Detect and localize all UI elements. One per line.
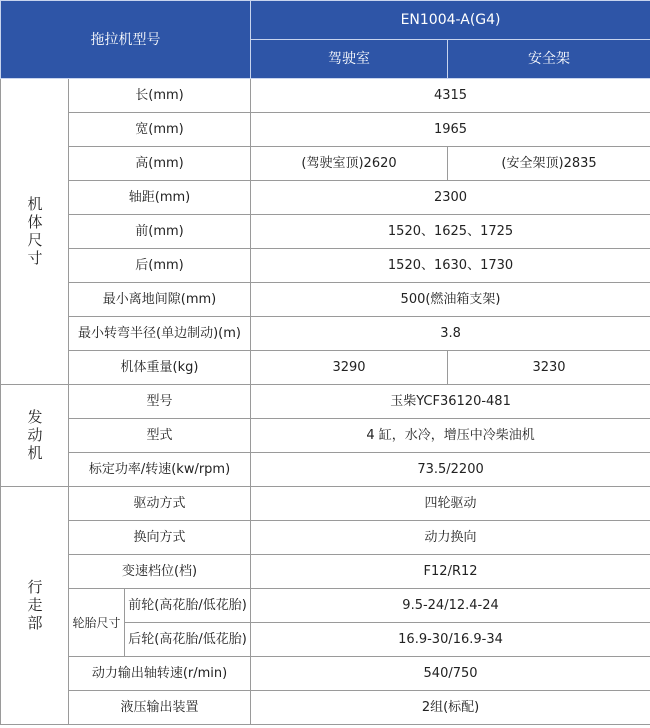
row-value: 1520、1625、1725 xyxy=(251,215,650,249)
table-row xyxy=(1,453,650,487)
row-value: 动力换向 xyxy=(251,521,650,555)
table-row xyxy=(1,79,650,113)
row-value: 4315 xyxy=(251,79,650,113)
section-label: 行走部 xyxy=(27,578,43,632)
table-row xyxy=(1,249,650,283)
table-row xyxy=(1,385,650,419)
row-value: 1520、1630、1730 xyxy=(251,249,650,283)
row-label: 机体重量(kg) xyxy=(69,351,251,385)
row-label: 后轮(高花胎/低花胎) xyxy=(125,623,251,657)
section-label: 发动机 xyxy=(27,408,43,462)
row-value-cab: (驾驶室顶)2620 xyxy=(251,147,448,181)
row-value: 3.8 xyxy=(251,317,650,351)
section-engine xyxy=(1,385,69,487)
row-label: 变速档位(档) xyxy=(69,555,251,589)
row-value: 73.5/2200 xyxy=(251,453,650,487)
row-value-frame: (安全架顶)2835 xyxy=(448,147,650,181)
row-label: 前轮(高花胎/低花胎) xyxy=(125,589,251,623)
row-label: 型号 xyxy=(69,385,251,419)
header-title: 拖拉机型号 xyxy=(1,1,251,79)
table-row xyxy=(1,215,650,249)
row-label: 高(mm) xyxy=(69,147,251,181)
table-row xyxy=(1,521,650,555)
row-value: 2300 xyxy=(251,181,650,215)
header-variant-cab: 驾驶室 xyxy=(251,40,448,79)
row-value: 9.5-24/12.4-24 xyxy=(251,589,650,623)
section-travel xyxy=(1,487,69,725)
row-label: 后(mm) xyxy=(69,249,251,283)
row-label: 型式 xyxy=(69,419,251,453)
table-row xyxy=(1,691,650,725)
table-row xyxy=(1,555,650,589)
row-label: 液压输出装置 xyxy=(69,691,251,725)
header-row-1 xyxy=(1,1,650,40)
row-value-cab: 3290 xyxy=(251,351,448,385)
table-row xyxy=(1,657,650,691)
table-row xyxy=(1,589,650,623)
row-value: 16.9-30/16.9-34 xyxy=(251,623,650,657)
row-value: 玉柴YCF36120-481 xyxy=(251,385,650,419)
row-label: 前(mm) xyxy=(69,215,251,249)
row-label: 最小转弯半径(单边制动)(m) xyxy=(69,317,251,351)
table-row xyxy=(1,487,650,521)
row-value: 四轮驱动 xyxy=(251,487,650,521)
row-label: 驱动方式 xyxy=(69,487,251,521)
tire-size-label: 轮胎尺寸 xyxy=(72,615,121,630)
row-label: 标定功率/转速(kw/rpm) xyxy=(69,453,251,487)
header-model: EN1004-A(G4) xyxy=(251,1,650,40)
table-row xyxy=(1,113,650,147)
row-label: 宽(mm) xyxy=(69,113,251,147)
tire-size-group xyxy=(69,589,125,657)
row-value: 1965 xyxy=(251,113,650,147)
section-label: 机体尺寸 xyxy=(27,195,43,267)
row-value: 4 缸，水冷，增压中冷柴油机 xyxy=(251,419,650,453)
table-row xyxy=(1,147,650,181)
row-value: 2组(标配) xyxy=(251,691,650,725)
row-value-frame: 3230 xyxy=(448,351,650,385)
row-label: 换向方式 xyxy=(69,521,251,555)
row-label: 动力输出轴转速(r/min) xyxy=(69,657,251,691)
table-row xyxy=(1,283,650,317)
table-row xyxy=(1,181,650,215)
section-dimensions xyxy=(1,79,69,385)
table-row xyxy=(1,419,650,453)
row-label: 轴距(mm) xyxy=(69,181,251,215)
table-row xyxy=(1,317,650,351)
row-label: 长(mm) xyxy=(69,79,251,113)
row-label: 最小离地间隙(mm) xyxy=(69,283,251,317)
row-value: F12/R12 xyxy=(251,555,650,589)
table-row xyxy=(1,351,650,385)
row-value: 500(燃油箱支架) xyxy=(251,283,650,317)
header-variant-frame: 安全架 xyxy=(448,40,650,79)
row-value: 540/750 xyxy=(251,657,650,691)
